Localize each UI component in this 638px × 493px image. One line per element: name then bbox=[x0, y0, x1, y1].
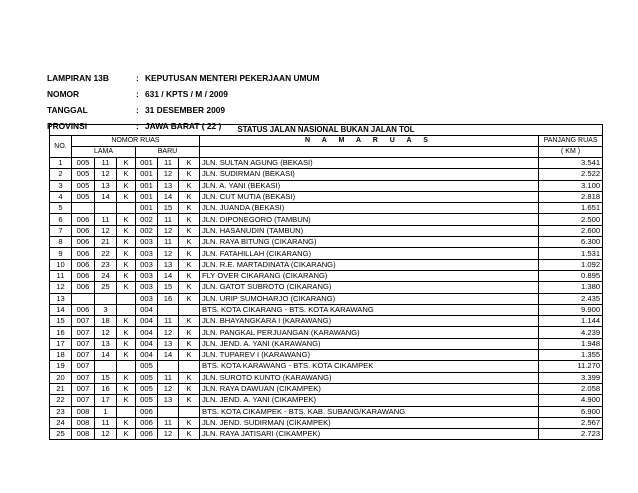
road-length: 9.900 bbox=[539, 304, 603, 315]
lama-class: K bbox=[117, 350, 136, 361]
road-length: 0.895 bbox=[539, 270, 603, 281]
table-row bbox=[50, 316, 603, 327]
road-length: 4.239 bbox=[539, 327, 603, 338]
baru-code: 001 bbox=[136, 158, 158, 169]
road-name: JLN. A. YANI (BEKASI) bbox=[200, 180, 539, 191]
road-length: 2.435 bbox=[539, 293, 603, 304]
baru-class: K bbox=[179, 203, 200, 214]
col-km-header: ( KM ) bbox=[539, 147, 603, 158]
table-row bbox=[50, 180, 603, 191]
lama-class: K bbox=[117, 270, 136, 281]
road-name: JLN. URIP SUMOHARJO (CIKARANG) bbox=[200, 293, 539, 304]
lama-segment: 17 bbox=[95, 395, 117, 406]
road-length: 6.900 bbox=[539, 406, 603, 417]
lama-code: 006 bbox=[72, 282, 95, 293]
road-length: 3.399 bbox=[539, 372, 603, 383]
road-name: JLN. HASANUDIN (TAMBUN) bbox=[200, 225, 539, 236]
road-length: 1.144 bbox=[539, 316, 603, 327]
road-name: JLN. JEND. A. YANI (CIKAMPEK) bbox=[200, 395, 539, 406]
row-number: 5 bbox=[50, 203, 72, 214]
lama-code: 005 bbox=[72, 169, 95, 180]
row-number: 20 bbox=[50, 372, 72, 383]
baru-class bbox=[179, 361, 200, 372]
row-number: 15 bbox=[50, 316, 72, 327]
table-row bbox=[50, 417, 603, 428]
lama-code: 007 bbox=[72, 327, 95, 338]
lama-segment: 11 bbox=[95, 214, 117, 225]
road-length: 2.723 bbox=[539, 429, 603, 440]
baru-code: 003 bbox=[136, 270, 158, 281]
row-number: 3 bbox=[50, 180, 72, 191]
row-number: 16 bbox=[50, 327, 72, 338]
row-number: 21 bbox=[50, 383, 72, 394]
table-title: STATUS JALAN NASIONAL BUKAN JALAN TOL bbox=[50, 125, 603, 136]
road-length: 2.058 bbox=[539, 383, 603, 394]
lama-class: K bbox=[117, 158, 136, 169]
table-row bbox=[50, 158, 603, 169]
baru-code: 005 bbox=[136, 383, 158, 394]
lama-segment: 11 bbox=[95, 417, 117, 428]
lama-class: K bbox=[117, 417, 136, 428]
road-name: JLN. RAYA DAWUAN (CIKAMPEK) bbox=[200, 383, 539, 394]
row-number: 23 bbox=[50, 406, 72, 417]
lama-segment: 16 bbox=[95, 383, 117, 394]
table-row bbox=[50, 383, 603, 394]
road-name: JLN. RAYA BITUNG (CIKARANG) bbox=[200, 237, 539, 248]
baru-class: K bbox=[179, 383, 200, 394]
baru-class: K bbox=[179, 158, 200, 169]
row-number: 19 bbox=[50, 361, 72, 372]
baru-code: 001 bbox=[136, 180, 158, 191]
lama-segment: 22 bbox=[95, 248, 117, 259]
header-row-tanggal: TANGGAL : 31 DESEMBER 2009 bbox=[47, 102, 320, 118]
lama-segment: 14 bbox=[95, 191, 117, 202]
baru-segment: 11 bbox=[158, 417, 179, 428]
road-name: JLN. CUT MUTIA (BEKASI) bbox=[200, 191, 539, 202]
row-number: 2 bbox=[50, 169, 72, 180]
table-row bbox=[50, 282, 603, 293]
baru-class: K bbox=[179, 372, 200, 383]
baru-class: K bbox=[179, 270, 200, 281]
baru-class: K bbox=[179, 316, 200, 327]
lama-class bbox=[117, 304, 136, 315]
baru-segment: 11 bbox=[158, 237, 179, 248]
road-length: 2.600 bbox=[539, 225, 603, 236]
baru-segment: 15 bbox=[158, 282, 179, 293]
lama-code: 005 bbox=[72, 158, 95, 169]
road-length: 1.380 bbox=[539, 282, 603, 293]
road-name: JLN. JUANDA (BEKASI) bbox=[200, 203, 539, 214]
baru-class bbox=[179, 406, 200, 417]
lama-code: 007 bbox=[72, 316, 95, 327]
baru-segment: 13 bbox=[158, 338, 179, 349]
road-length: 1.948 bbox=[539, 338, 603, 349]
baru-class: K bbox=[179, 429, 200, 440]
table-row bbox=[50, 338, 603, 349]
baru-segment: 14 bbox=[158, 350, 179, 361]
table-subheader-row bbox=[50, 147, 603, 158]
baru-segment: 12 bbox=[158, 169, 179, 180]
table-row bbox=[50, 270, 603, 281]
lama-code: 006 bbox=[72, 214, 95, 225]
lama-code: 006 bbox=[72, 225, 95, 236]
lama-code bbox=[72, 293, 95, 304]
baru-code: 001 bbox=[136, 169, 158, 180]
table-body bbox=[50, 158, 603, 440]
lama-class: K bbox=[117, 372, 136, 383]
header-value: 31 DESEMBER 2009 bbox=[145, 105, 226, 115]
baru-segment bbox=[158, 361, 179, 372]
lama-class: K bbox=[117, 225, 136, 236]
baru-segment: 13 bbox=[158, 180, 179, 191]
lama-code: 005 bbox=[72, 191, 95, 202]
lama-segment: 15 bbox=[95, 372, 117, 383]
lama-segment: 12 bbox=[95, 169, 117, 180]
row-number: 24 bbox=[50, 417, 72, 428]
col-lama-header: LAMA bbox=[72, 147, 136, 158]
header-key: PROVINSI bbox=[47, 121, 88, 131]
lama-class: K bbox=[117, 259, 136, 270]
header-row-provinsi: PROVINSI : JAWA BARAT ( 22 ) bbox=[47, 118, 320, 134]
baru-segment: 13 bbox=[158, 259, 179, 270]
road-length: 11.270 bbox=[539, 361, 603, 372]
baru-code: 005 bbox=[136, 372, 158, 383]
baru-segment: 11 bbox=[158, 372, 179, 383]
row-number: 8 bbox=[50, 237, 72, 248]
lama-code bbox=[72, 203, 95, 214]
road-length: 2.567 bbox=[539, 417, 603, 428]
row-number: 9 bbox=[50, 248, 72, 259]
row-number: 22 bbox=[50, 395, 72, 406]
road-name: JLN. TUPAREV I (KARAWANG) bbox=[200, 350, 539, 361]
baru-class: K bbox=[179, 395, 200, 406]
col-nomor-ruas-header: NOMOR RUAS bbox=[72, 136, 200, 147]
baru-code: 003 bbox=[136, 259, 158, 270]
road-length: 4.900 bbox=[539, 395, 603, 406]
lama-code: 007 bbox=[72, 372, 95, 383]
lama-segment: 18 bbox=[95, 316, 117, 327]
lama-code: 008 bbox=[72, 417, 95, 428]
baru-code: 003 bbox=[136, 282, 158, 293]
baru-segment: 12 bbox=[158, 248, 179, 259]
road-length: 6.300 bbox=[539, 237, 603, 248]
baru-class: K bbox=[179, 282, 200, 293]
table-row bbox=[50, 248, 603, 259]
lama-code: 007 bbox=[72, 383, 95, 394]
lama-class bbox=[117, 361, 136, 372]
baru-segment: 16 bbox=[158, 293, 179, 304]
table-row bbox=[50, 327, 603, 338]
road-name: JLN. R.E. MARTADINATA (CIKARANG) bbox=[200, 259, 539, 270]
lama-class bbox=[117, 406, 136, 417]
lama-class: K bbox=[117, 237, 136, 248]
baru-code: 004 bbox=[136, 327, 158, 338]
lama-class bbox=[117, 203, 136, 214]
road-name: JLN. DIPONEGORO (TAMBUN) bbox=[200, 214, 539, 225]
baru-class: K bbox=[179, 417, 200, 428]
baru-class: K bbox=[179, 180, 200, 191]
row-number: 11 bbox=[50, 270, 72, 281]
table-title-row bbox=[50, 125, 603, 136]
header-key: TANGGAL bbox=[47, 105, 88, 115]
road-length: 2.522 bbox=[539, 169, 603, 180]
baru-class: K bbox=[179, 338, 200, 349]
lama-class: K bbox=[117, 282, 136, 293]
lama-code: 008 bbox=[72, 406, 95, 417]
baru-class: K bbox=[179, 350, 200, 361]
col-baru-header: BARU bbox=[136, 147, 200, 158]
row-number: 14 bbox=[50, 304, 72, 315]
col-nama-header: N A M A R U A S bbox=[200, 136, 539, 147]
baru-segment: 15 bbox=[158, 203, 179, 214]
table-row bbox=[50, 214, 603, 225]
row-number: 1 bbox=[50, 158, 72, 169]
baru-segment: 11 bbox=[158, 214, 179, 225]
table-header-row bbox=[50, 136, 603, 147]
lama-segment: 14 bbox=[95, 350, 117, 361]
baru-code: 004 bbox=[136, 316, 158, 327]
road-name: BTS. KOTA KARAWANG - BTS. KOTA CIKAMPEK bbox=[200, 361, 539, 372]
row-number: 7 bbox=[50, 225, 72, 236]
lama-segment bbox=[95, 293, 117, 304]
baru-class: K bbox=[179, 259, 200, 270]
baru-class: K bbox=[179, 293, 200, 304]
baru-code: 002 bbox=[136, 214, 158, 225]
header-value: JAWA BARAT ( 22 ) bbox=[145, 121, 222, 131]
lama-class: K bbox=[117, 248, 136, 259]
lama-segment: 24 bbox=[95, 270, 117, 281]
road-name: JLN. SUDIRMAN (BEKASI) bbox=[200, 169, 539, 180]
row-number: 12 bbox=[50, 282, 72, 293]
table-row bbox=[50, 350, 603, 361]
lama-segment: 23 bbox=[95, 259, 117, 270]
lama-code: 007 bbox=[72, 361, 95, 372]
table-row bbox=[50, 293, 603, 304]
baru-class: K bbox=[179, 169, 200, 180]
baru-segment: 12 bbox=[158, 225, 179, 236]
lama-segment: 12 bbox=[95, 225, 117, 236]
table-row bbox=[50, 259, 603, 270]
table-row bbox=[50, 191, 603, 202]
baru-segment: 12 bbox=[158, 429, 179, 440]
table-row bbox=[50, 429, 603, 440]
lama-segment bbox=[95, 361, 117, 372]
lama-segment bbox=[95, 203, 117, 214]
baru-code: 001 bbox=[136, 191, 158, 202]
baru-segment: 12 bbox=[158, 383, 179, 394]
baru-code: 006 bbox=[136, 406, 158, 417]
lama-class: K bbox=[117, 338, 136, 349]
baru-code: 003 bbox=[136, 248, 158, 259]
lama-class: K bbox=[117, 214, 136, 225]
lama-segment: 21 bbox=[95, 237, 117, 248]
lama-segment: 13 bbox=[95, 180, 117, 191]
baru-segment: 14 bbox=[158, 191, 179, 202]
baru-segment: 14 bbox=[158, 270, 179, 281]
table-row bbox=[50, 395, 603, 406]
baru-code: 003 bbox=[136, 293, 158, 304]
road-status-table bbox=[49, 124, 603, 440]
lama-code: 006 bbox=[72, 237, 95, 248]
lama-code: 007 bbox=[72, 338, 95, 349]
baru-class: K bbox=[179, 248, 200, 259]
road-length: 3.100 bbox=[539, 180, 603, 191]
road-length: 1.531 bbox=[539, 248, 603, 259]
lama-code: 008 bbox=[72, 429, 95, 440]
baru-segment: 11 bbox=[158, 158, 179, 169]
road-name: FLY OVER CIKARANG (CIKARANG) bbox=[200, 270, 539, 281]
baru-class: K bbox=[179, 327, 200, 338]
baru-code: 002 bbox=[136, 225, 158, 236]
road-length: 3.541 bbox=[539, 158, 603, 169]
lama-code: 005 bbox=[72, 180, 95, 191]
baru-class: K bbox=[179, 191, 200, 202]
baru-code: 001 bbox=[136, 203, 158, 214]
road-name: JLN. GATOT SUBROTO (CIKARANG) bbox=[200, 282, 539, 293]
lama-class: K bbox=[117, 316, 136, 327]
lama-class: K bbox=[117, 327, 136, 338]
baru-segment: 13 bbox=[158, 395, 179, 406]
table-row bbox=[50, 361, 603, 372]
road-name: JLN. SULTAN AGUNG (BEKASI) bbox=[200, 158, 539, 169]
lama-code: 006 bbox=[72, 259, 95, 270]
baru-segment: 11 bbox=[158, 316, 179, 327]
road-length: 2.500 bbox=[539, 214, 603, 225]
road-length: 1.092 bbox=[539, 259, 603, 270]
road-name: JLN. FATAHILLAH (CIKARANG) bbox=[200, 248, 539, 259]
table-row bbox=[50, 203, 603, 214]
baru-segment: 12 bbox=[158, 327, 179, 338]
baru-code: 005 bbox=[136, 361, 158, 372]
road-name: BTS. KOTA CIKAMPEK - BTS. KAB. SUBANG/KARAWANG bbox=[200, 406, 539, 417]
road-length: 1.651 bbox=[539, 203, 603, 214]
table-row bbox=[50, 237, 603, 248]
col-no-header: NO. bbox=[50, 136, 72, 158]
baru-code: 003 bbox=[136, 237, 158, 248]
lama-class: K bbox=[117, 429, 136, 440]
baru-code: 004 bbox=[136, 304, 158, 315]
lama-segment: 12 bbox=[95, 429, 117, 440]
baru-class: K bbox=[179, 237, 200, 248]
col-panjang-header: PANJANG RUAS bbox=[539, 136, 603, 147]
road-name: JLN. SUROTO KUNTO (KARAWANG) bbox=[200, 372, 539, 383]
table-row bbox=[50, 225, 603, 236]
lama-class: K bbox=[117, 395, 136, 406]
baru-code: 006 bbox=[136, 417, 158, 428]
header-row-lampiran: LAMPIRAN 13B : KEPUTUSAN MENTERI PEKERJAAN UMUM bbox=[47, 70, 320, 86]
header-key: NOMOR bbox=[47, 89, 80, 99]
road-name: JLN. RAYA JATISARI (CIKAMPEK) bbox=[200, 429, 539, 440]
row-number: 18 bbox=[50, 350, 72, 361]
baru-code: 006 bbox=[136, 429, 158, 440]
row-number: 10 bbox=[50, 259, 72, 270]
lama-class: K bbox=[117, 383, 136, 394]
lama-class: K bbox=[117, 169, 136, 180]
header-key: LAMPIRAN 13B bbox=[47, 73, 109, 83]
baru-code: 004 bbox=[136, 350, 158, 361]
baru-code: 005 bbox=[136, 395, 158, 406]
header-row-nomor: NOMOR : 631 / KPTS / M / 2009 bbox=[47, 86, 320, 102]
lama-segment: 25 bbox=[95, 282, 117, 293]
lama-segment: 11 bbox=[95, 158, 117, 169]
lama-segment: 13 bbox=[95, 338, 117, 349]
lama-segment: 3 bbox=[95, 304, 117, 315]
table-row bbox=[50, 169, 603, 180]
lama-code: 007 bbox=[72, 350, 95, 361]
lama-class: K bbox=[117, 191, 136, 202]
baru-class: K bbox=[179, 225, 200, 236]
lama-segment: 1 bbox=[95, 406, 117, 417]
road-length: 1.355 bbox=[539, 350, 603, 361]
row-number: 6 bbox=[50, 214, 72, 225]
row-number: 13 bbox=[50, 293, 72, 304]
row-number: 17 bbox=[50, 338, 72, 349]
table-row bbox=[50, 304, 603, 315]
road-name: JLN. BHAYANGKARA I (KARAWANG) bbox=[200, 316, 539, 327]
header-value: 631 / KPTS / M / 2009 bbox=[145, 89, 228, 99]
road-name: JLN. JEND. SUDIRMAN (CIKAMPEK) bbox=[200, 417, 539, 428]
lama-code: 007 bbox=[72, 395, 95, 406]
row-number: 25 bbox=[50, 429, 72, 440]
lama-code: 006 bbox=[72, 270, 95, 281]
baru-code: 004 bbox=[136, 338, 158, 349]
lama-class: K bbox=[117, 180, 136, 191]
lama-segment: 12 bbox=[95, 327, 117, 338]
road-name: JLN. JEND. A. YANI (KARAWANG) bbox=[200, 338, 539, 349]
table-row bbox=[50, 406, 603, 417]
baru-class bbox=[179, 304, 200, 315]
row-number: 4 bbox=[50, 191, 72, 202]
baru-segment bbox=[158, 304, 179, 315]
road-name: BTS. KOTA CIKARANG - BTS. KOTA KARAWANG bbox=[200, 304, 539, 315]
lama-code: 006 bbox=[72, 248, 95, 259]
lama-class bbox=[117, 293, 136, 304]
header-value: KEPUTUSAN MENTERI PEKERJAAN UMUM bbox=[145, 73, 320, 83]
baru-segment bbox=[158, 406, 179, 417]
table-row bbox=[50, 372, 603, 383]
baru-class: K bbox=[179, 214, 200, 225]
lama-code: 006 bbox=[72, 304, 95, 315]
road-length: 2.818 bbox=[539, 191, 603, 202]
road-name: JLN. PANGKAL PERJUANGAN (KARAWANG) bbox=[200, 327, 539, 338]
